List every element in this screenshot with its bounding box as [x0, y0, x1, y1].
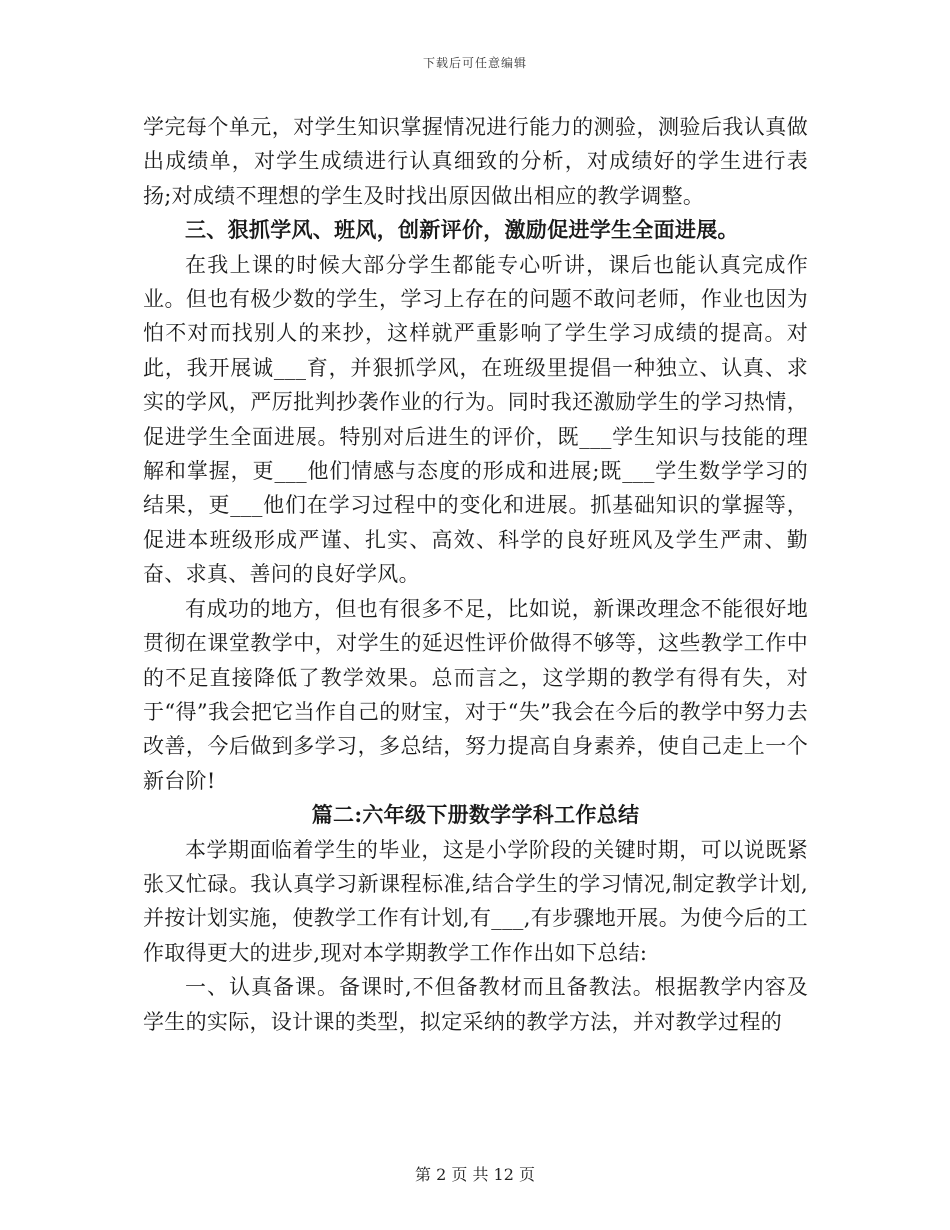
paragraph-continuation: 学完每个单元，对学生知识掌握情况进行能力的测验，测验后我认真做出成绩单，对学生成绩进行认真细致的分析，对成绩好的学生进行表扬;对成绩不理想的学生及时找出原因做出相应的教学调整。	[143, 115, 808, 208]
paragraph-study-style: 在我上课的时候大部分学生都能专心听讲，课后也能认真完成作业。但也有极少数的学生，学习上存在的问题不敢问老师，作业也因为怕不对而找别人的来抄，这样就严重影响了学生学习成绩的提高。对此，我开展诚___育，并狠抓学风，在班级里提倡一种独立、认真、求实的学风，严厉批判抄袭作业的行为。同时我还激励学生的学习热情，促进学生全面进展。特别对后进生的评价，既___学生知识与技能的理解和掌握，更___他们情感与态度的形成和进展;既___学生数学学习的结果，更___他们在学习过程中的变化和进展。抓基础知识的掌握等，促进本班级形成严谨、扎实、高效、科学的良好班风及学生严肃、勤奋、求真、善问的良好学风。	[143, 252, 808, 587]
section-heading-3: 三、狠抓学风、班风，创新评价，激励促进学生全面进展。	[185, 217, 739, 243]
paragraph-lesson-prep: 一、认真备课。备课时,不但备教材而且备教法。根据教学内容及学生的实际，设计课的类型，拟定采纳的教学方法，并对教学过程的	[143, 975, 808, 1034]
header-note: 下载后可任意编辑	[422, 56, 527, 70]
article-title-part2: 篇二:六年级下册数学学科工作总结	[311, 802, 640, 828]
paragraph-intro-part2: 本学期面临着学生的毕业，这是小学阶段的关键时期，可以说既紧张又忙碌。我认真学习新课程标准,结合学生的学习情况,制定教学计划,并按计划实施，使教学工作有计划,有___,有步骤地开展。为使今后的工作取得更大的进步,现对本学期教学工作作出如下总结:	[143, 837, 808, 965]
document-body	[143, 110, 808, 1039]
page-number: 第 2 页 共 12 页	[415, 1165, 535, 1184]
paragraph-reflection: 有成功的地方，但也有很多不足，比如说，新课改理念不能很好地贯彻在课堂教学中，对学生的延迟性评价做得不够等，这些教学工作中的不足直接降低了教学效果。总而言之，这学期的教学有得有失，对于“得”我会把它当作自己的财宝，对于“失”我会在今后的教学中努力去改善，今后做到多学习，多总结，努力提高自身素养，使自己走上一个新台阶!	[143, 596, 808, 793]
